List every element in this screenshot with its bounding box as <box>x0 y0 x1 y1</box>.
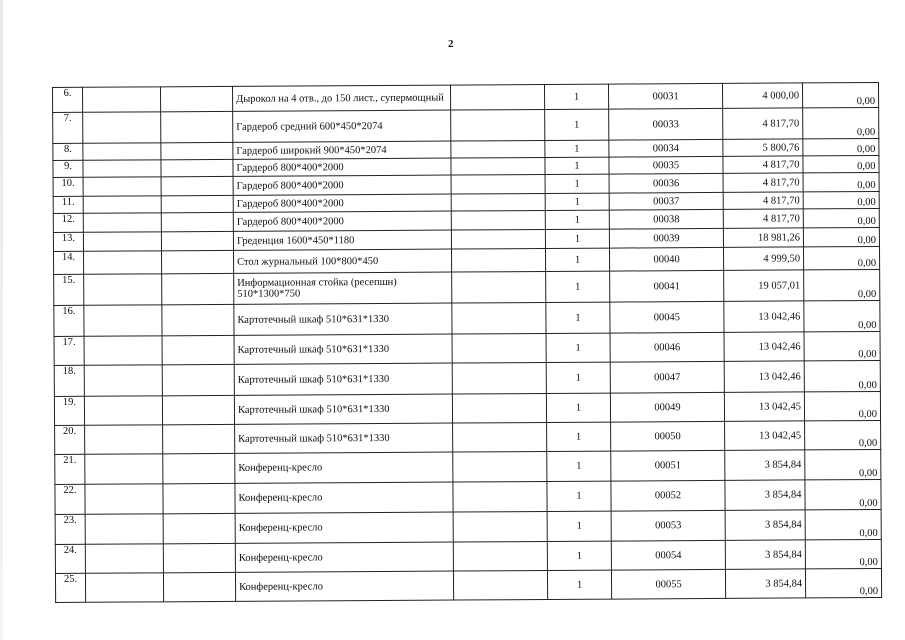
inventory-code: 00035 <box>609 156 723 174</box>
item-quantity: 1 <box>546 393 610 422</box>
empty-cell <box>452 333 546 363</box>
item-depreciation: 0,00 <box>803 155 879 172</box>
empty-cell <box>83 87 161 112</box>
row-number: 24. <box>55 544 85 573</box>
item-name: Картотечный шкаф 510*631*1330 <box>234 394 452 424</box>
item-name: Стол журнальный 100*800*450 <box>234 249 452 273</box>
scan-artifact <box>485 633 605 640</box>
item-depreciation: 0,00 <box>805 509 881 539</box>
scan-edge <box>0 0 3 640</box>
item-cost: 4 817,70 <box>723 173 803 192</box>
item-name: Картотечный шкаф 510*631*1330 <box>235 423 453 453</box>
item-name: Конференц-кресло <box>235 571 453 601</box>
empty-cell <box>451 248 545 272</box>
item-quantity: 1 <box>547 511 611 541</box>
item-name: Картотечный шкаф 510*631*1330 <box>234 334 452 364</box>
empty-cell <box>85 484 163 514</box>
item-cost: 13 042,46 <box>724 361 804 392</box>
item-depreciation: 0,00 <box>805 568 881 597</box>
item-quantity: 1 <box>545 157 609 174</box>
item-depreciation: 0,00 <box>804 391 880 420</box>
item-name: Гардероб 800*400*2000 <box>233 175 451 195</box>
row-number: 23. <box>55 514 85 544</box>
row-number: 25. <box>55 573 85 602</box>
row-number: 10. <box>53 177 83 196</box>
inventory-code: 00040 <box>609 247 723 271</box>
empty-cell <box>83 196 161 213</box>
inventory-code: 00037 <box>609 192 723 210</box>
empty-cell <box>161 159 233 176</box>
table-body <box>53 82 882 602</box>
empty-cell <box>85 544 163 573</box>
item-name: Информационная стойка (ресепшн) 510*1300*750 <box>234 272 452 304</box>
item-cost: 13 042,45 <box>725 421 805 450</box>
empty-cell <box>83 143 161 160</box>
row-number: 13. <box>53 232 83 251</box>
item-cost: 4 999,50 <box>723 247 803 270</box>
empty-cell <box>452 271 546 303</box>
row-number: 12. <box>53 213 83 232</box>
item-depreciation: 0,00 <box>805 479 881 509</box>
inventory-code: 00046 <box>610 332 724 362</box>
item-name: Конференц-кресло <box>235 512 453 543</box>
item-name: Конференц-кресло <box>235 482 453 513</box>
empty-cell <box>163 572 235 601</box>
item-name: Конференц-кресло <box>235 452 453 483</box>
empty-cell <box>161 176 233 195</box>
empty-cell <box>161 231 233 250</box>
item-depreciation: 0,00 <box>803 191 879 208</box>
item-quantity: 1 <box>547 422 611 451</box>
empty-cell <box>161 212 233 231</box>
item-quantity: 1 <box>547 481 611 511</box>
empty-cell <box>84 305 162 336</box>
row-number: 20. <box>55 425 85 454</box>
item-quantity: 1 <box>546 333 610 362</box>
item-cost: 3 854,84 <box>725 450 805 480</box>
item-name: Картотечный шкаф 510*631*1330 <box>234 363 452 395</box>
empty-cell <box>163 453 235 483</box>
item-depreciation: 0,00 <box>805 420 881 449</box>
row-number: 15. <box>54 274 84 305</box>
inventory-code: 00041 <box>610 270 724 302</box>
inventory-code: 00051 <box>611 450 725 481</box>
item-cost: 4 817,70 <box>723 108 803 139</box>
table-row <box>55 568 881 602</box>
item-quantity: 1 <box>547 541 611 570</box>
item-cost: 3 854,84 <box>725 569 805 598</box>
item-quantity: 1 <box>545 210 609 229</box>
row-number: 19. <box>54 396 84 425</box>
row-number: 9. <box>53 160 83 177</box>
page-number: 2 <box>448 38 454 50</box>
empty-cell <box>451 210 545 230</box>
empty-cell <box>85 573 163 602</box>
item-depreciation: 0,00 <box>805 539 881 568</box>
item-depreciation: 0,00 <box>803 208 879 227</box>
inventory-code: 00047 <box>610 361 724 393</box>
item-depreciation: 0,00 <box>803 138 879 155</box>
item-name: Гардероб средний 600*450*2074 <box>233 110 451 142</box>
inventory-code: 00049 <box>610 392 724 422</box>
empty-cell <box>453 481 547 512</box>
empty-cell <box>451 157 545 175</box>
item-quantity: 1 <box>544 84 608 109</box>
item-quantity: 1 <box>546 302 610 333</box>
empty-cell <box>161 111 233 142</box>
item-cost: 3 854,84 <box>725 540 805 569</box>
empty-cell <box>83 232 161 251</box>
item-name: Гардероб 800*400*2000 <box>233 211 451 231</box>
item-quantity: 1 <box>545 248 609 271</box>
item-depreciation: 0,00 <box>802 82 878 107</box>
item-depreciation: 0,00 <box>803 107 879 138</box>
empty-cell <box>161 195 233 212</box>
empty-cell <box>161 86 233 111</box>
empty-cell <box>162 250 234 273</box>
table-row <box>54 269 880 305</box>
inventory-code: 00045 <box>610 301 724 333</box>
empty-cell <box>85 514 163 544</box>
inventory-code: 00039 <box>609 228 723 248</box>
row-number: 8. <box>53 143 83 160</box>
empty-cell <box>451 174 545 194</box>
empty-cell <box>453 451 547 482</box>
inventory-code: 00038 <box>609 209 723 229</box>
item-depreciation: 0,00 <box>804 331 880 360</box>
item-depreciation: 0,00 <box>805 449 881 479</box>
inventory-code: 00050 <box>611 421 725 451</box>
row-number: 16. <box>54 305 84 336</box>
empty-cell <box>163 483 235 513</box>
empty-cell <box>162 273 234 304</box>
item-quantity: 1 <box>547 451 611 481</box>
item-depreciation: 0,00 <box>804 300 880 331</box>
item-cost: 4 817,70 <box>723 209 803 228</box>
row-number: 6. <box>53 87 83 112</box>
item-cost: 4 817,70 <box>723 192 803 209</box>
item-depreciation: 0,00 <box>804 360 880 391</box>
empty-cell <box>83 213 161 232</box>
item-depreciation: 0,00 <box>803 172 879 191</box>
row-number: 11. <box>53 196 83 213</box>
item-cost: 5 800,76 <box>723 139 803 156</box>
item-cost: 3 854,84 <box>725 510 805 540</box>
empty-cell <box>163 424 235 453</box>
empty-cell <box>453 422 547 452</box>
empty-cell <box>452 362 546 394</box>
item-cost: 18 981,26 <box>723 228 803 247</box>
inventory-code: 00031 <box>608 83 722 109</box>
item-cost: 13 042,45 <box>724 392 804 421</box>
item-cost: 3 854,84 <box>725 480 805 510</box>
table-row <box>53 107 879 143</box>
empty-cell <box>162 395 234 424</box>
empty-cell <box>163 543 235 572</box>
row-number: 22. <box>55 484 85 514</box>
empty-cell <box>83 177 161 196</box>
empty-cell <box>84 336 162 365</box>
inventory-code: 00036 <box>609 173 723 193</box>
item-cost: 4 000,00 <box>722 83 802 108</box>
inventory-code: 00033 <box>609 108 723 140</box>
row-number: 7. <box>53 112 83 143</box>
item-quantity: 1 <box>546 271 610 302</box>
empty-cell <box>162 364 234 395</box>
row-number: 17. <box>54 336 84 365</box>
inventory-table <box>52 82 882 603</box>
item-name: Конференц-кресло <box>235 542 453 572</box>
item-quantity: 1 <box>545 229 609 248</box>
empty-cell <box>162 304 234 335</box>
table-row <box>54 360 880 396</box>
empty-cell <box>162 335 234 364</box>
empty-cell <box>451 109 545 141</box>
row-number: 14. <box>54 251 84 274</box>
empty-cell <box>451 193 545 211</box>
inventory-code: 00055 <box>611 569 725 599</box>
item-quantity: 1 <box>546 362 610 393</box>
empty-cell <box>163 513 235 543</box>
item-cost: 13 042,46 <box>724 332 804 361</box>
inventory-code: 00052 <box>611 480 725 511</box>
item-quantity: 1 <box>547 570 611 599</box>
empty-cell <box>84 274 162 305</box>
empty-cell <box>453 570 547 600</box>
item-depreciation: 0,00 <box>803 246 879 269</box>
table-row <box>54 300 880 336</box>
item-quantity: 1 <box>545 140 609 157</box>
item-cost: 19 057,01 <box>724 270 804 301</box>
empty-cell <box>83 112 161 143</box>
item-cost: 13 042,46 <box>724 301 804 332</box>
item-depreciation: 0,00 <box>804 269 880 300</box>
item-cost: 4 817,70 <box>723 156 803 173</box>
empty-cell <box>84 365 162 396</box>
empty-cell <box>161 142 233 159</box>
item-name: Гардероб широкий 900*450*2074 <box>233 141 451 159</box>
empty-cell <box>450 84 544 110</box>
empty-cell <box>452 393 546 423</box>
empty-cell <box>83 160 161 177</box>
inventory-code: 00053 <box>611 510 725 541</box>
inventory-code: 00054 <box>611 540 725 570</box>
item-quantity: 1 <box>545 193 609 210</box>
item-name: Гардероб 800*400*2000 <box>233 194 451 212</box>
item-name: Дырокол на 4 отв., до 150 лист., супермощный <box>232 85 450 111</box>
empty-cell <box>451 229 545 249</box>
item-quantity: 1 <box>545 174 609 193</box>
empty-cell <box>85 454 163 484</box>
inventory-code: 00034 <box>609 139 723 157</box>
item-name: Картотечный шкаф 510*631*1330 <box>234 303 452 335</box>
empty-cell <box>452 302 546 334</box>
row-number: 21. <box>55 454 85 484</box>
item-quantity: 1 <box>545 109 609 140</box>
row-number: 18. <box>54 365 84 396</box>
empty-cell <box>451 140 545 158</box>
empty-cell <box>84 396 162 425</box>
item-name: Греденция 1600*450*1180 <box>233 230 451 250</box>
item-name: Гардероб 800*400*2000 <box>233 158 451 176</box>
empty-cell <box>453 541 547 571</box>
empty-cell <box>85 425 163 454</box>
item-depreciation: 0,00 <box>803 227 879 246</box>
empty-cell <box>84 251 162 274</box>
empty-cell <box>453 511 547 542</box>
